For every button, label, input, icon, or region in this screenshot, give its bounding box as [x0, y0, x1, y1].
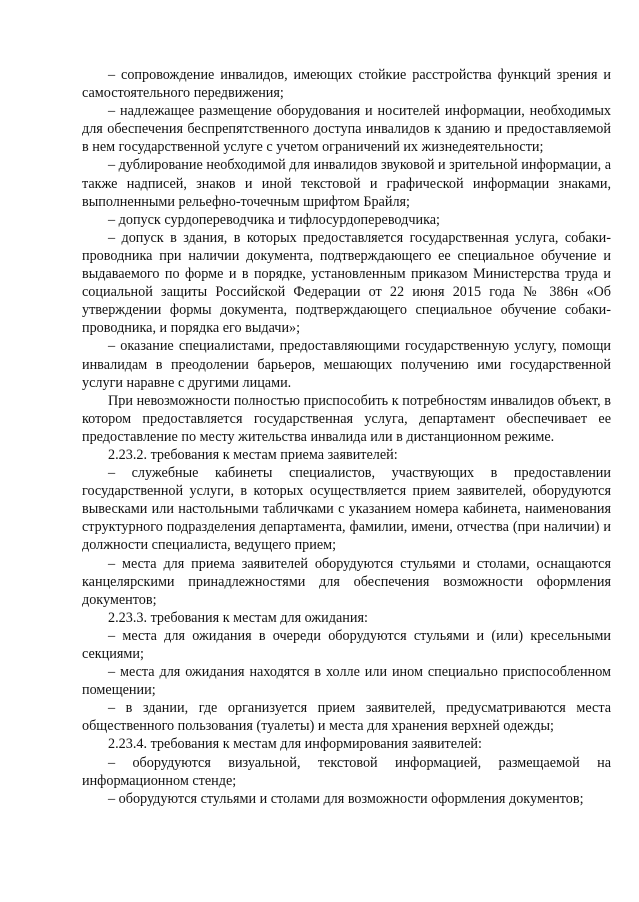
paragraph: – допуск сурдопереводчика и тифлосурдопереводчика; — [108, 211, 440, 228]
paragraph: – сопровождение инвалидов, имеющих стойкие расстройства функций зрения и самостоятельного передвижения; — [82, 67, 611, 102]
paragraph: – служебные кабинеты специалистов, участвующих в предоставлении государственной услуги, в которых осуществляется прием заявителей, оборудуются вывесками или настольными табличками с указанием номера кабинета, наименования структурного подразделения департамента, фамилии, имени, отчества (при наличии) и должности специалиста, ведущего прием; — [82, 465, 611, 554]
paragraph: – дублирование необходимой для инвалидов звуковой и зрительной информации, а также надписей, знаков и иной текстовой и графической информации знаками, выполненными рельефно-точечным шрифтом Брайля; — [82, 157, 611, 210]
paragraph: – места для приема заявителей оборудуются стульями и столами, оснащаются канцелярскими принадлежностями для обеспечения возможности оформления документов; — [82, 555, 611, 608]
paragraph: – в здании, где организуется прием заявителей, предусматриваются места общественного пользования (туалеты) и места для хранения верхней одежды; — [82, 700, 611, 735]
section-heading: 2.23.2. требования к местам приема заявителей: — [108, 446, 398, 463]
paragraph: При невозможности полностью приспособить к потребностям инвалидов объект, в котором предоставляется государственная услуга, департамент обеспечивает ее предоставление по месту жительства инвалида или в дистанционном режиме. — [82, 392, 611, 445]
paragraph: – места для ожидания находятся в холле или ином специально приспособленном помещении; — [82, 664, 611, 699]
paragraph: – оборудуются стульями и столами для возможности оформления документов; — [108, 790, 584, 807]
section-heading: 2.23.4. требования к местам для информирования заявителей: — [108, 736, 482, 753]
paragraph: – места для ожидания в очереди оборудуются стульями и (или) кресельными секциями; — [82, 627, 611, 662]
paragraph: – оборудуются визуальной, текстовой информацией, размещаемой на информационном стенде; — [82, 754, 611, 789]
paragraph: – допуск в здания, в которых предоставляется государственная услуга, собаки-проводника при наличии документа, подтверждающего ее специальное обучение и выдаваемого по форме и в порядке, установленным приказом Министерства труда и социальной защиты Российской Федерации от 22 июня 2015 года № 386н «Об утверждении формы документа, подтверждающего специальное обучение собаки-проводника, и порядка его выдачи»; — [82, 229, 611, 337]
paragraph: – надлежащее размещение оборудования и носителей информации, необходимых для обеспечения беспрепятственного доступа инвалидов к зданию и предоставляемой в нем государственной услуге с учетом ограничений их жизнедеятельности; — [82, 103, 611, 156]
paragraph: – оказание специалистами, предоставляющими государственную услугу, помощи инвалидам в преодолении барьеров, мешающих получению ими государственной услуги наравне с другими лицами. — [82, 338, 611, 391]
section-heading: 2.23.3. требования к местам для ожидания: — [108, 609, 368, 626]
